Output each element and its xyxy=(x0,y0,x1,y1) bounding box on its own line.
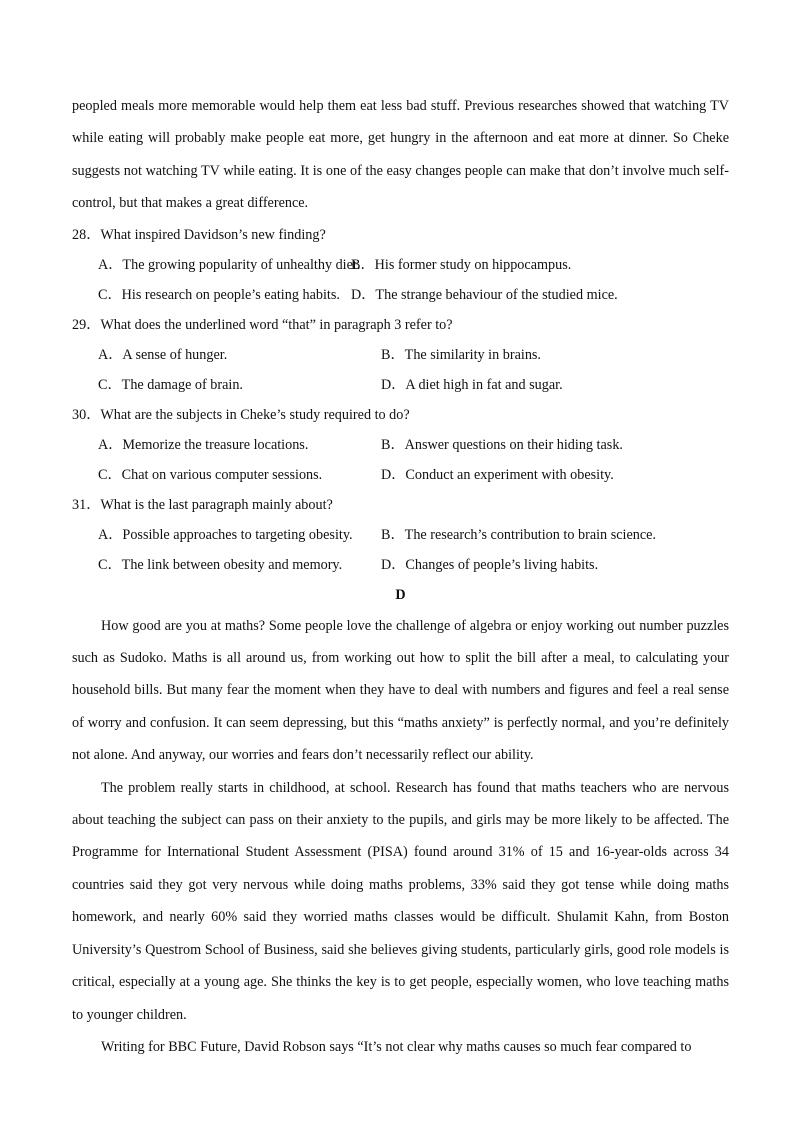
option-d: D．A diet high in fat and sugar. xyxy=(381,376,563,393)
intro-paragraph: peopled meals more memorable would help them eat less bad stuff. Previous researches showed that watching TV while eating will probably make people eat more, get hungry in the afternoon and eat more at dinner. So Cheke suggests not watching TV while eating. It is one of the easy changes people can make that don’t involve much self-control, but that makes a great difference. xyxy=(72,98,729,212)
question-28 xyxy=(72,220,729,310)
option-d: D．Changes of people’s living habits. xyxy=(381,556,599,573)
option-c: C．His research on people’s eating habits. xyxy=(98,286,340,303)
section-heading: D xyxy=(395,586,406,603)
option-a: A．Memorize the treasure locations. xyxy=(98,436,309,453)
option-c: C．Chat on various computer sessions. xyxy=(98,466,323,483)
option-b: B．The research’s contribution to brain science. xyxy=(381,526,656,543)
section-d-body xyxy=(72,610,729,1064)
question-30 xyxy=(72,400,729,490)
document-page xyxy=(72,90,729,1063)
option-d: D．Conduct an experiment with obesity. xyxy=(381,466,614,483)
question-31 xyxy=(72,490,729,580)
question-text: 29．What does the underlined word “that” in paragraph 3 refer to? xyxy=(72,316,453,333)
option-b: B．Answer questions on their hiding task. xyxy=(381,436,623,453)
option-a: A．A sense of hunger. xyxy=(98,346,228,363)
option-a: A．Possible approaches to targeting obesity. xyxy=(98,526,353,543)
question-text: 30．What are the subjects in Cheke’s study required to do? xyxy=(72,406,410,423)
question-text: 31．What is the last paragraph mainly about? xyxy=(72,496,333,513)
option-c: C．The link between obesity and memory. xyxy=(98,556,343,573)
option-b: B．His former study on hippocampus. xyxy=(351,256,572,273)
option-b: B．The similarity in brains. xyxy=(381,346,541,363)
question-29 xyxy=(72,310,729,400)
option-c: C．The damage of brain. xyxy=(98,376,243,393)
section-d-paragraph: The problem really starts in childhood, at school. Research has found that maths teachers who are nervous about teaching the subject can pass on their anxiety to the pupils, and girls may be more likely to be affected. The Programme for International Student Assessment (PISA) found around 31% of 15 and 16-year-olds across 34 countries said they got very nervous while doing maths problems, 33% said they got tense while doing maths homework, and nearly 60% said they worried maths classes would be difficult. Shulamit Kahn, from Boston University’s Questrom School of Business, said she believes giving students, particularly girls, good role models is critical, especially at a young age. She thinks the key is to get people, especially women, who love teaching maths to younger children. xyxy=(72,779,729,1023)
section-d-paragraph: How good are you at maths? Some people love the challenge of algebra or enjoy working out number puzzles such as Sudoko. Maths is all around us, from working out how to split the bill after a meal, to calculating your household bills. But many fear the moment when they have to deal with numbers and figures and feel a real sense of worry and confusion. It can seem depressing, but this “maths anxiety” is perfectly normal, and you’re definitely not alone. And anyway, our worries and fears don’t necessarily reflect our ability. xyxy=(72,617,729,764)
section-d-paragraph: Writing for BBC Future, David Robson says “It’s not clear why maths causes so much fear compared to xyxy=(101,1038,692,1055)
intro-paragraph-block xyxy=(72,90,729,220)
question-text: 28．What inspired Davidson’s new finding? xyxy=(72,226,326,243)
option-d: D．The strange behaviour of the studied mice. xyxy=(351,286,618,303)
option-a: A．The growing popularity of unhealthy diet. xyxy=(98,256,361,273)
